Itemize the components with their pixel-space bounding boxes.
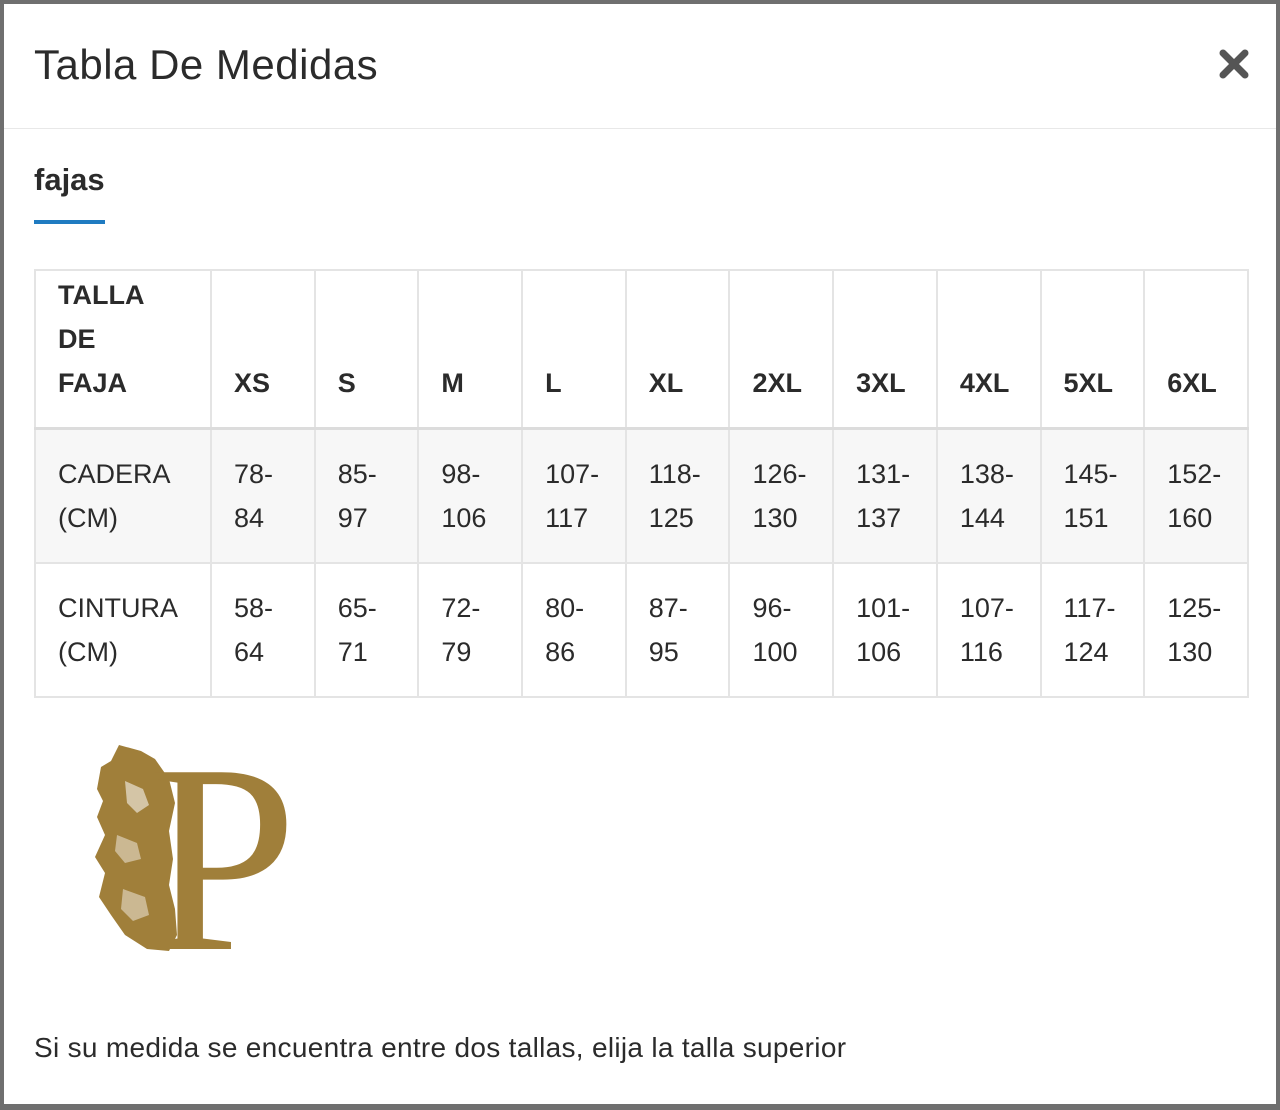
close-button[interactable]	[1214, 44, 1254, 84]
header-label-line2: FAJA	[58, 368, 128, 398]
value-range-end: 86	[545, 637, 576, 667]
table-row	[35, 563, 1248, 697]
size-footnote: Si su medida se encuentra entre dos tallas, elija la talla superior	[34, 1032, 847, 1063]
value-range-end: 84	[234, 503, 265, 533]
modal-title: Tabla De Medidas	[34, 41, 379, 88]
value-cell	[522, 563, 626, 697]
size-table	[34, 269, 1249, 698]
value-range-start: 152-	[1167, 459, 1222, 489]
value-range-end: 160	[1167, 503, 1213, 533]
value-range-end: 106	[441, 503, 487, 533]
value-range-start: 87-	[648, 593, 688, 623]
value-range-end: 64	[234, 637, 265, 667]
value-range-start: 65-	[337, 593, 377, 623]
value-range-end: 100	[752, 637, 798, 667]
row-label-cell	[35, 429, 211, 564]
value-range-start: 125-	[1167, 593, 1222, 623]
value-range-start: 80-	[545, 593, 585, 623]
value-cell	[1041, 429, 1145, 564]
header-size-xl: XL	[626, 270, 730, 429]
value-cell	[626, 563, 730, 697]
header-size-5xl: 5XL	[1041, 270, 1145, 429]
value-cell	[833, 563, 937, 697]
table-body	[35, 429, 1248, 698]
value-cell	[211, 429, 315, 564]
value-range-end: 116	[959, 637, 1003, 667]
value-range-start: 131-	[856, 459, 911, 489]
value-cell	[1041, 563, 1145, 697]
value-range-start: 98-	[441, 459, 481, 489]
row-label-line2: (CM)	[58, 503, 118, 533]
value-cell	[315, 429, 419, 564]
header-label-cell	[35, 270, 211, 429]
value-cell	[937, 563, 1041, 697]
value-cell	[1144, 563, 1248, 697]
value-range-end: 95	[648, 637, 679, 667]
value-range-end: 130	[1167, 637, 1213, 667]
modal-header	[4, 4, 1276, 129]
value-range-start: 58-	[234, 593, 274, 623]
brand-logo	[89, 739, 319, 954]
row-label-line2: (CM)	[58, 637, 118, 667]
value-range-start: 85-	[337, 459, 377, 489]
value-range-start: 107-	[545, 459, 600, 489]
value-range-end: 151	[1063, 503, 1109, 533]
value-range-start: 145-	[1063, 459, 1118, 489]
value-cell	[833, 429, 937, 564]
value-range-end: 144	[959, 503, 1005, 533]
header-size-3xl: 3XL	[833, 270, 937, 429]
value-range-start: 138-	[959, 459, 1014, 489]
size-chart-modal	[4, 4, 1276, 1104]
header-size-4xl: 4XL	[937, 270, 1041, 429]
tab-bar	[34, 162, 105, 224]
value-range-start: 107-	[959, 593, 1014, 623]
value-range-end: 106	[856, 637, 902, 667]
header-size-l: L	[522, 270, 626, 429]
value-range-start: 126-	[752, 459, 807, 489]
value-range-start: 96-	[752, 593, 792, 623]
row-label-line1: CINTURA	[58, 593, 178, 623]
row-label-cell	[35, 563, 211, 697]
value-cell	[729, 563, 833, 697]
header-size-xs: XS	[211, 270, 315, 429]
value-range-end: 97	[337, 503, 368, 533]
value-range-start: 72-	[441, 593, 481, 623]
row-label-line1: CADERA	[58, 459, 171, 489]
close-icon	[1214, 44, 1254, 84]
value-range-end: 125	[648, 503, 694, 533]
header-label-line1: TALLA DE	[58, 280, 144, 354]
value-cell	[1144, 429, 1248, 564]
table-header	[35, 270, 1248, 429]
value-cell	[522, 429, 626, 564]
value-range-end: 124	[1063, 637, 1109, 667]
value-cell	[937, 429, 1041, 564]
value-range-end: 79	[441, 637, 472, 667]
value-range-start: 78-	[234, 459, 274, 489]
header-size-s: S	[315, 270, 419, 429]
header-size-m: M	[418, 270, 522, 429]
table-row	[35, 429, 1248, 564]
value-cell	[418, 429, 522, 564]
value-range-end: 130	[752, 503, 798, 533]
value-range-start: 118-	[648, 459, 701, 489]
value-cell	[729, 429, 833, 564]
value-cell	[418, 563, 522, 697]
value-range-end: 117	[545, 503, 589, 533]
value-cell	[315, 563, 419, 697]
header-size-2xl: 2XL	[729, 270, 833, 429]
value-range-end: 137	[856, 503, 902, 533]
value-cell	[626, 429, 730, 564]
logo-letter: P	[147, 739, 298, 954]
value-cell	[211, 563, 315, 697]
value-range-end: 71	[337, 637, 368, 667]
header-row	[35, 270, 1248, 429]
tab-fajas[interactable]: fajas	[34, 162, 105, 224]
header-size-6xl: 6XL	[1144, 270, 1248, 429]
value-range-start: 117-	[1063, 593, 1116, 623]
value-range-start: 101-	[856, 593, 911, 623]
